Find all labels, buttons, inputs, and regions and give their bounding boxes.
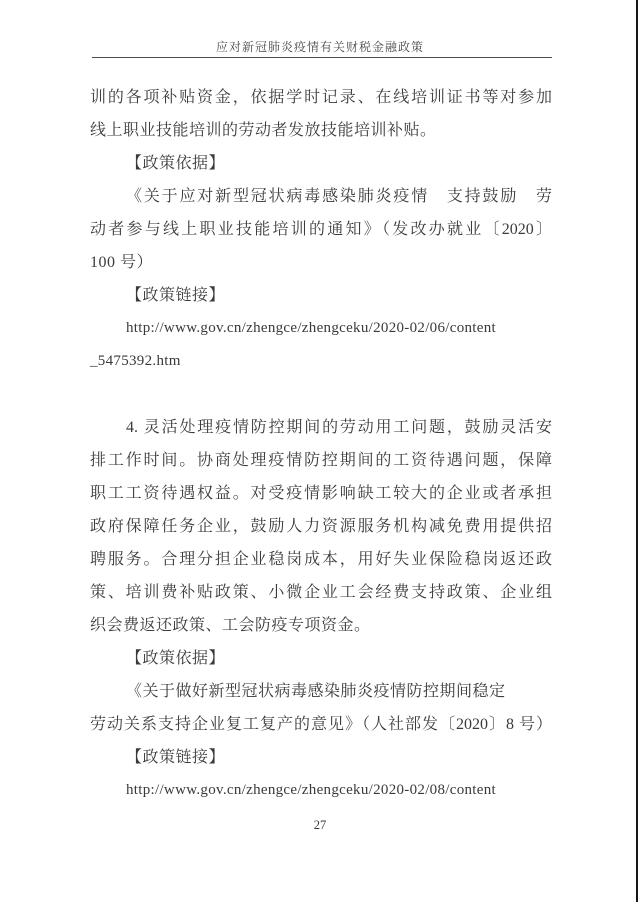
text-line: 职工工资待遇权益。对受疫情影响缺工较大的企业或者承担 xyxy=(90,485,552,502)
document-body xyxy=(90,81,552,807)
text-line: 政府保障任务企业，鼓励人力资源服务机构减免费用提供招 xyxy=(90,518,552,535)
text-line: 线上职业技能培训的劳动者发放技能培训补贴。 xyxy=(90,122,437,139)
text-line: 排工作时间。协商处理疫情防控期间的工资待遇问题，保障 xyxy=(90,452,552,469)
text-line: 策、培训费补贴政策、小微企业工会经费支持政策、企业组 xyxy=(90,584,552,601)
text-line: _5475392.htm xyxy=(90,353,181,369)
text-line: 【政策链接】 xyxy=(126,287,226,304)
text-line: 《关于应对新型冠状病毒感染肺炎疫情 支持鼓励 劳 xyxy=(126,188,552,205)
scan-edge-line xyxy=(636,0,638,902)
text-line: 劳动关系支持企业复工复产的意见》（人社部发〔2020〕8 号） xyxy=(90,716,552,733)
text-line: 《关于做好新型冠状病毒感染肺炎疫情防控期间稳定 xyxy=(126,683,506,700)
text-line: 【政策链接】 xyxy=(126,749,226,766)
text-line: 训的各项补贴资金，依据学时记录、在线培训证书等对参加 xyxy=(90,89,552,106)
header-divider-rule xyxy=(92,57,552,58)
text-line: 【政策依据】 xyxy=(126,650,226,667)
text-line: 100 号） xyxy=(90,254,154,271)
text-line: http://www.gov.cn/zhengce/zhengceku/2020-02/06/content xyxy=(126,320,496,336)
text-line: 【政策依据】 xyxy=(126,155,226,172)
text-line: 动者参与线上职业技能培训的通知》（发改办就业〔2020〕 xyxy=(90,221,552,238)
running-header-title: 应对新冠肺炎疫情有关财税金融政策 xyxy=(215,40,424,54)
text-line: 织会费返还政策、工会防疫专项资金。 xyxy=(90,617,371,634)
text-line: 4. 灵活处理疫情防控期间的劳动用工问题，鼓励灵活安 xyxy=(126,419,552,436)
text-line: http://www.gov.cn/zhengce/zhengceku/2020-02/08/content xyxy=(126,782,496,798)
text-line: 聘服务。合理分担企业稳岗成本，用好失业保险稳岗返还政 xyxy=(90,551,552,568)
text-line xyxy=(90,378,552,411)
page-number: 27 xyxy=(313,818,327,832)
